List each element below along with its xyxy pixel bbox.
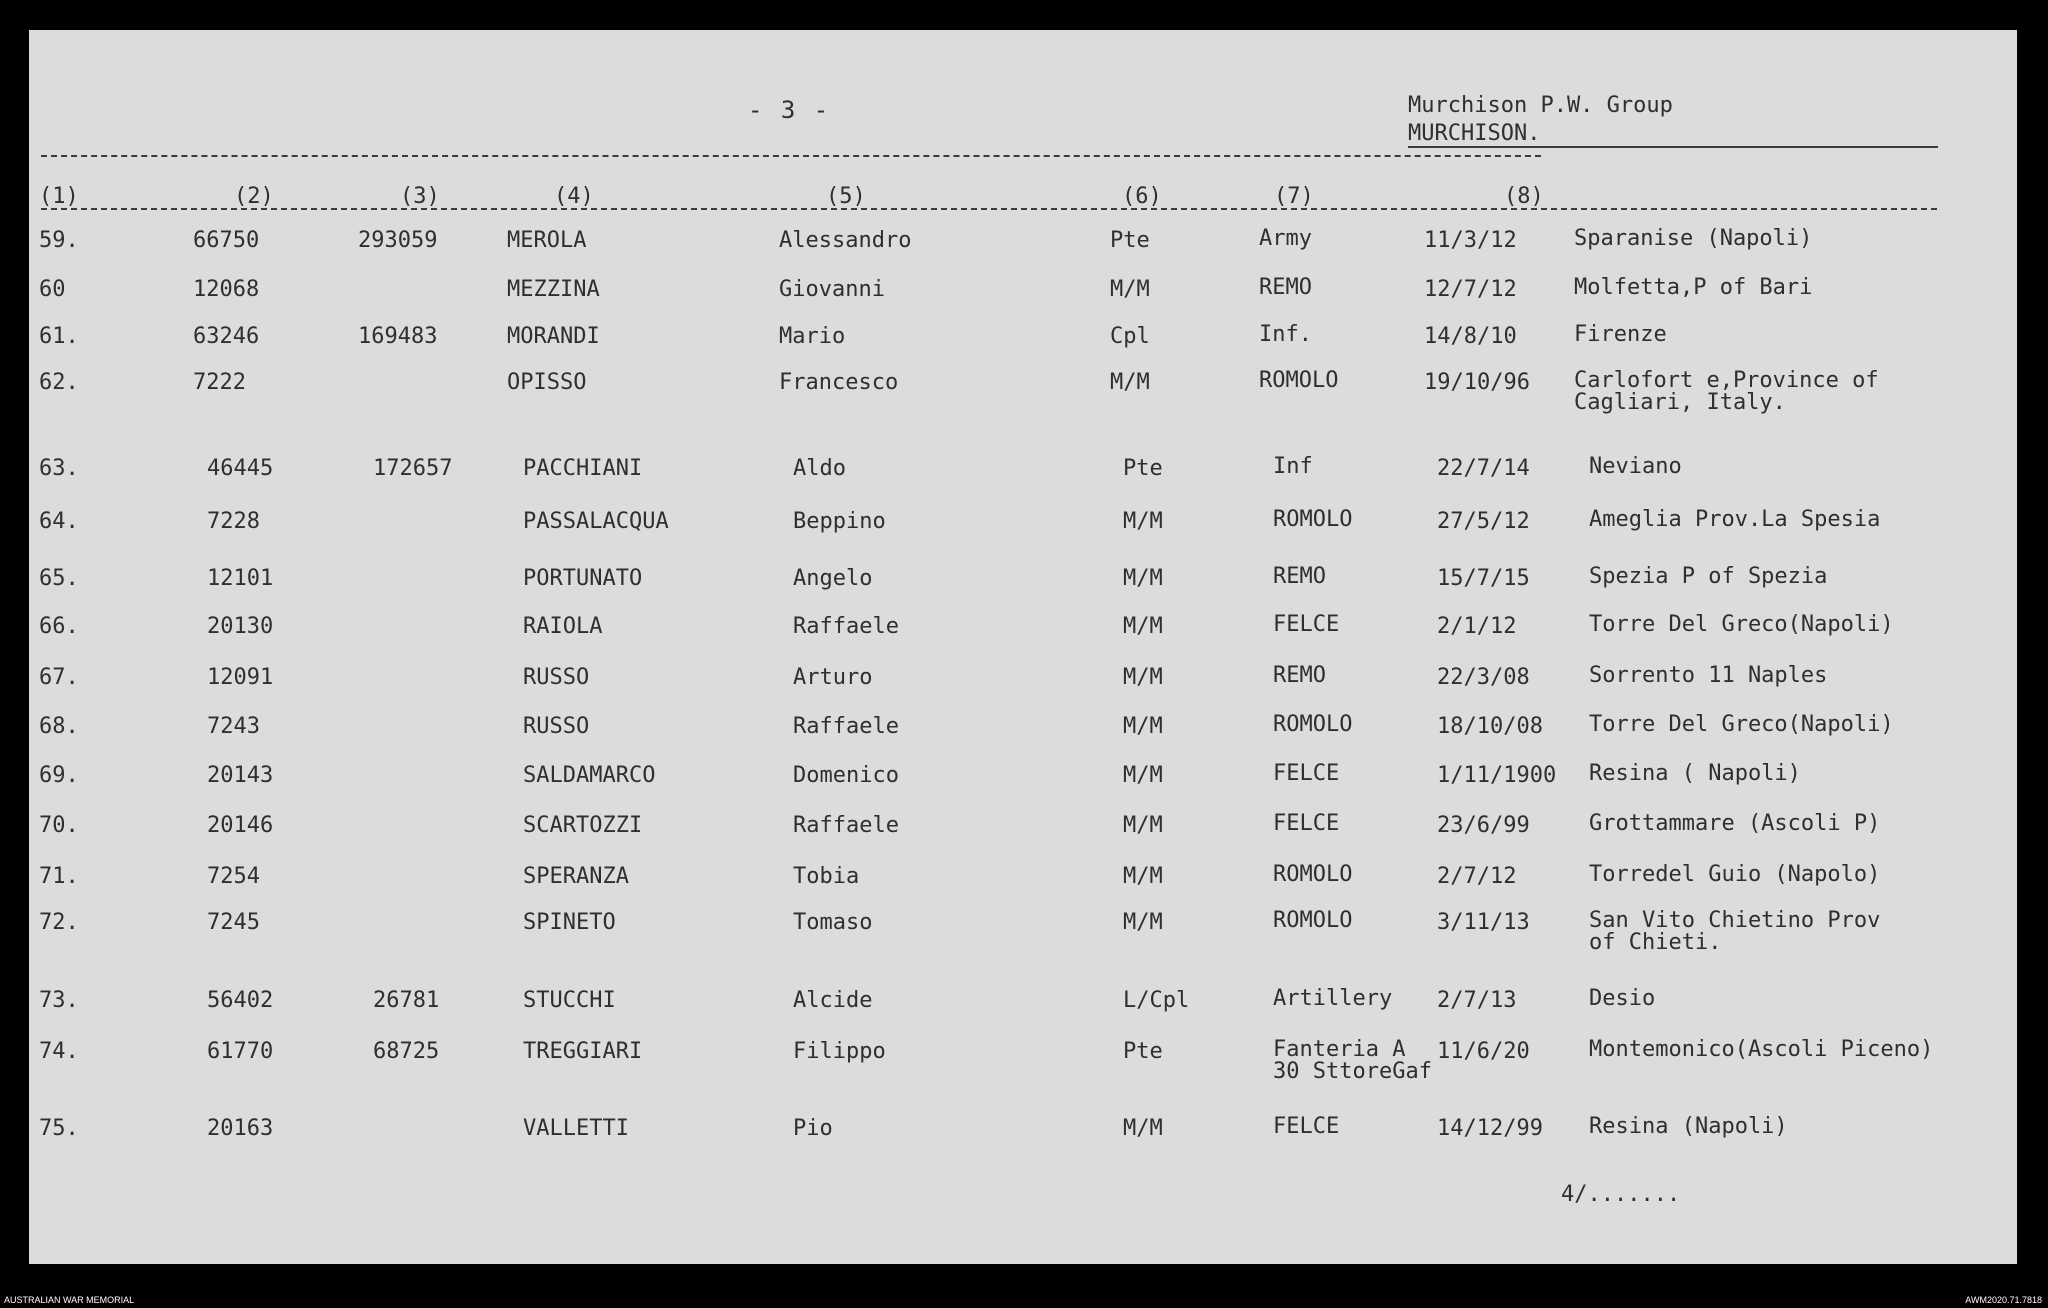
cell-rank: M/M	[1123, 714, 1163, 739]
cell-no: 72.	[39, 910, 79, 935]
cell-num: 63246	[193, 324, 260, 349]
cell-num: 12091	[207, 665, 274, 690]
cell-surname: SALDAMARCO	[523, 763, 656, 788]
cell-rank: M/M	[1123, 566, 1163, 591]
cell-surname: SCARTOZZI	[523, 813, 643, 838]
cell-dob: 12/7/12	[1424, 277, 1517, 302]
cell-dob: 15/7/15	[1437, 566, 1530, 591]
cell-given: Aldo	[793, 456, 846, 481]
cell-rank: M/M	[1123, 509, 1163, 534]
cell-place: Carlofort e,Province of Cagliari, Italy.	[1574, 368, 1879, 415]
cell-unit: Army	[1259, 226, 1312, 251]
cell-surname: RUSSO	[523, 665, 590, 690]
cell-given: Alessandro	[779, 228, 912, 253]
header-location: MURCHISON.	[1408, 121, 1541, 146]
column-header: (3)	[400, 184, 440, 209]
cell-dob: 2/7/12	[1437, 864, 1517, 889]
cell-rank: Pte	[1123, 1039, 1163, 1064]
cell-num: 20130	[207, 614, 274, 639]
header-underline	[1408, 146, 1938, 148]
cell-place: Torre Del Greco(Napoli)	[1589, 712, 1894, 737]
cell-no: 68.	[39, 714, 79, 739]
cell-unit: FELCE	[1273, 1114, 1340, 1139]
cell-place: Montemonico(Ascoli Piceno)	[1589, 1037, 1934, 1062]
cell-given: Arturo	[793, 665, 873, 690]
cell-no: 71.	[39, 864, 79, 889]
cell-given: Francesco	[779, 370, 899, 395]
cell-place: Torre Del Greco(Napoli)	[1589, 612, 1894, 637]
cell-surname: PACCHIANI	[523, 456, 643, 481]
cell-no: 65.	[39, 566, 79, 591]
cell-surname: OPISSO	[507, 370, 587, 395]
continuation-mark: 4/.......	[1561, 1182, 1681, 1207]
cell-num2: 172657	[373, 456, 453, 481]
cell-no: 62.	[39, 370, 79, 395]
cell-rank: M/M	[1123, 614, 1163, 639]
cell-no: 63.	[39, 456, 79, 481]
cell-dob: 1/11/1900	[1437, 763, 1557, 788]
cell-num: 7243	[207, 714, 260, 739]
cell-rank: L/Cpl	[1123, 988, 1190, 1013]
cell-dob: 23/6/99	[1437, 813, 1530, 838]
cell-dob: 11/3/12	[1424, 228, 1517, 253]
cell-unit: ROMOLO	[1273, 908, 1353, 933]
cell-num: 7222	[193, 370, 246, 395]
cell-num: 20163	[207, 1116, 274, 1141]
cell-dob: 2/7/13	[1437, 988, 1517, 1013]
column-header: (1)	[39, 184, 79, 209]
cell-num: 66750	[193, 228, 260, 253]
cell-unit: FELCE	[1273, 612, 1340, 637]
cell-rank: M/M	[1123, 864, 1163, 889]
cell-rank: Pte	[1110, 228, 1150, 253]
cell-rank: M/M	[1123, 665, 1163, 690]
cell-unit: REMO	[1259, 275, 1312, 300]
cell-place: Torredel Guio (Napolo)	[1589, 862, 1881, 887]
cell-no: 60	[39, 277, 66, 302]
cell-given: Pio	[793, 1116, 833, 1141]
cell-rank: M/M	[1110, 370, 1150, 395]
document-header	[1408, 92, 1673, 148]
cell-place: San Vito Chietino Prov of Chieti.	[1589, 908, 1881, 955]
cell-no: 74.	[39, 1039, 79, 1064]
cell-place: Resina ( Napoli)	[1589, 761, 1801, 786]
cell-num: 7254	[207, 864, 260, 889]
cell-surname: SPERANZA	[523, 864, 629, 889]
cell-surname: TREGGIARI	[523, 1039, 643, 1064]
cell-place: Firenze	[1574, 322, 1667, 347]
cell-unit: Inf	[1273, 454, 1313, 479]
cell-unit: ROMOLO	[1273, 712, 1353, 737]
cell-given: Mario	[779, 324, 846, 349]
cell-unit: Inf.	[1259, 322, 1312, 347]
cell-surname: SPINETO	[523, 910, 616, 935]
cell-dob: 18/10/08	[1437, 714, 1543, 739]
cell-dob: 27/5/12	[1437, 509, 1530, 534]
column-header-rule	[41, 208, 1937, 210]
cell-surname: MEZZINA	[507, 277, 600, 302]
cell-num2: 68725	[373, 1039, 440, 1064]
cell-rank: M/M	[1123, 763, 1163, 788]
cell-no: 70.	[39, 813, 79, 838]
column-header: (2)	[234, 184, 274, 209]
cell-surname: RUSSO	[523, 714, 590, 739]
cell-place: Sorrento 11 Naples	[1589, 663, 1828, 688]
cell-surname: MEROLA	[507, 228, 587, 253]
cell-unit: ROMOLO	[1259, 368, 1339, 393]
cell-num: 7245	[207, 910, 260, 935]
cell-surname: STUCCHI	[523, 988, 616, 1013]
cell-unit: ROMOLO	[1273, 862, 1353, 887]
cell-place: Sparanise (Napoli)	[1574, 226, 1813, 251]
cell-dob: 19/10/96	[1424, 370, 1530, 395]
cell-dob: 14/12/99	[1437, 1116, 1543, 1141]
cell-rank: Cpl	[1110, 324, 1150, 349]
header-group-name: Murchison P.W. Group	[1408, 93, 1673, 118]
cell-no: 64.	[39, 509, 79, 534]
cell-given: Raffaele	[793, 714, 899, 739]
cell-no: 73.	[39, 988, 79, 1013]
cell-rank: M/M	[1110, 277, 1150, 302]
cell-num: 46445	[207, 456, 274, 481]
cell-given: Tobia	[793, 864, 860, 889]
cell-unit: Artillery	[1273, 986, 1393, 1011]
cell-place: Grottammare (Ascoli P)	[1589, 811, 1881, 836]
cell-unit: FELCE	[1273, 811, 1340, 836]
cell-place: Molfetta,P of Bari	[1574, 275, 1813, 300]
cell-surname: PORTUNATO	[523, 566, 643, 591]
cell-num: 61770	[207, 1039, 274, 1064]
cell-place: Resina (Napoli)	[1589, 1114, 1788, 1139]
cell-dob: 11/6/20	[1437, 1039, 1530, 1064]
cell-surname: RAIOLA	[523, 614, 603, 639]
header-rule	[41, 155, 1541, 157]
column-header: (5)	[826, 184, 866, 209]
cell-given: Giovanni	[779, 277, 885, 302]
cell-no: 66.	[39, 614, 79, 639]
cell-given: Filippo	[793, 1039, 886, 1064]
cell-num: 20146	[207, 813, 274, 838]
cell-given: Domenico	[793, 763, 899, 788]
cell-unit: Fanteria A 30 SttoreGaf	[1273, 1037, 1432, 1084]
cell-num2: 169483	[358, 324, 438, 349]
cell-place: Ameglia Prov.La Spesia	[1589, 507, 1881, 532]
cell-given: Alcide	[793, 988, 873, 1013]
cell-dob: 22/3/08	[1437, 665, 1530, 690]
cell-given: Angelo	[793, 566, 873, 591]
cell-surname: VALLETTI	[523, 1116, 629, 1141]
cell-no: 75.	[39, 1116, 79, 1141]
cell-num: 12101	[207, 566, 274, 591]
cell-unit: ROMOLO	[1273, 507, 1353, 532]
cell-num: 12068	[193, 277, 260, 302]
cell-no: 67.	[39, 665, 79, 690]
cell-given: Raffaele	[793, 813, 899, 838]
cell-dob: 22/7/14	[1437, 456, 1530, 481]
cell-given: Beppino	[793, 509, 886, 534]
document-page	[29, 30, 2017, 1264]
cell-unit: REMO	[1273, 663, 1326, 688]
cell-rank: M/M	[1123, 910, 1163, 935]
column-header: (8)	[1504, 184, 1544, 209]
cell-num2: 26781	[373, 988, 440, 1013]
cell-num: 7228	[207, 509, 260, 534]
cell-num: 56402	[207, 988, 274, 1013]
archive-caption: AUSTRALIAN WAR MEMORIAL	[4, 1295, 135, 1305]
cell-no: 61.	[39, 324, 79, 349]
cell-dob: 2/1/12	[1437, 614, 1517, 639]
cell-rank: M/M	[1123, 1116, 1163, 1141]
cell-given: Tomaso	[793, 910, 873, 935]
page-number: - 3 -	[748, 96, 831, 124]
cell-given: Raffaele	[793, 614, 899, 639]
column-header: (7)	[1274, 184, 1314, 209]
cell-num: 20143	[207, 763, 274, 788]
cell-place: Desio	[1589, 986, 1656, 1011]
cell-place: Neviano	[1589, 454, 1682, 479]
cell-surname: PASSALACQUA	[523, 509, 669, 534]
cell-rank: Pte	[1123, 456, 1163, 481]
cell-no: 69.	[39, 763, 79, 788]
cell-surname: MORANDI	[507, 324, 600, 349]
cell-no: 59.	[39, 228, 79, 253]
cell-dob: 3/11/13	[1437, 910, 1530, 935]
cell-dob: 14/8/10	[1424, 324, 1517, 349]
cell-unit: REMO	[1273, 564, 1326, 589]
archive-reference: AWM2020.71.7818	[1965, 1295, 2042, 1305]
cell-unit: FELCE	[1273, 761, 1340, 786]
column-header: (6)	[1122, 184, 1162, 209]
cell-place: Spezia P of Spezia	[1589, 564, 1828, 589]
cell-rank: M/M	[1123, 813, 1163, 838]
column-header: (4)	[554, 184, 594, 209]
cell-num2: 293059	[358, 228, 438, 253]
